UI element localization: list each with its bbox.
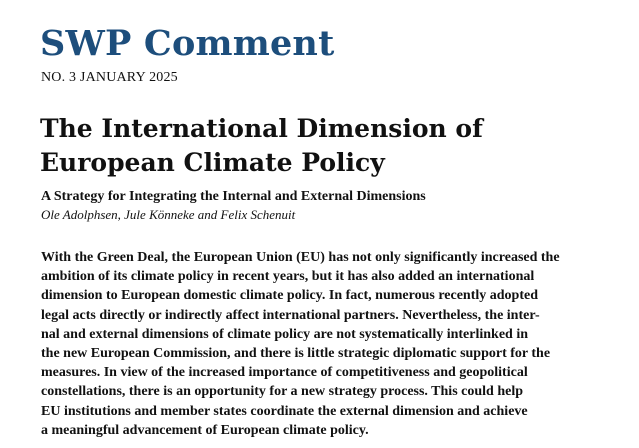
title-line: European Climate Policy [40, 148, 385, 177]
abstract [41, 248, 601, 440]
article-title [40, 112, 600, 180]
article-subtitle: A Strategy for Integrating the Internal and External Dimensions [41, 189, 426, 204]
abstract-line: dimension to European domestic climate policy. In fact, numerous recently adopted [41, 288, 538, 304]
article-authors: Ole Adolphsen, Jule Könneke and Felix Schenuit [41, 207, 296, 222]
abstract-line: ambition of its climate policy in recent years, but it has also added an international [41, 269, 535, 285]
abstract-line: measures. In view of the increased importance of competitiveness and geopolitical [41, 365, 528, 381]
issue-date: NO. 3 JANUARY 2025 [41, 70, 178, 85]
abstract-line: nal and external dimensions of climate policy are not systematically interlinked in [41, 326, 529, 342]
abstract-line: EU institutions and member states coordinate the external dimension and achieve [41, 403, 528, 419]
abstract-line: With the Green Deal, the European Union (EU) has not only significantly increased the [41, 250, 560, 265]
abstract-line: legal acts directly or indirectly affect international partners. Nevertheless, the inter- [41, 307, 540, 323]
abstract-line: a meaningful advancement of European climate policy. [41, 422, 369, 438]
abstract-line: the new European Commission, and there is little strategic diplomatic support for the [41, 346, 551, 362]
title-line: The International Dimension of [40, 114, 483, 143]
abstract-line: constellations, there is an opportunity for a new strategy process. This could help [41, 384, 523, 400]
series-masthead: SWP Comment [40, 23, 335, 64]
